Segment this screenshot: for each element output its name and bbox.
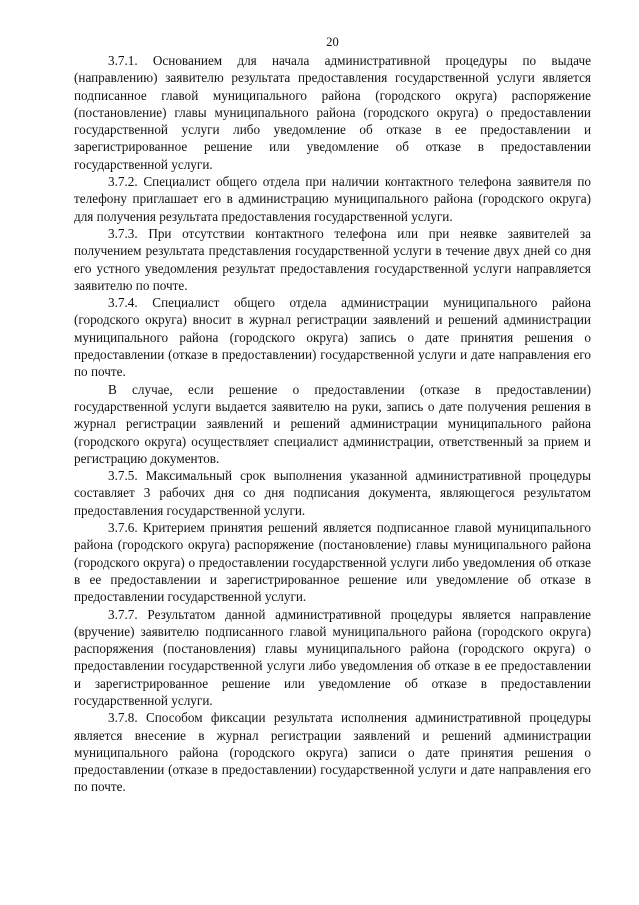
paragraph-3-7-8: 3.7.8. Способом фиксации результата исполнения административной процедуры является внесение в журнал регистрации заявлений и решений администрации муниципального района (городского округа) записи о дате принятия решения о предоставлении (отказе в предоставлении) государственной услуги и дате направления его по почте. — [74, 710, 591, 795]
paragraph-3-7-6: 3.7.6. Критерием принятия решений является подписанное главой муниципального района (городского округа) распоряжение (постановление) главы муниципального района (городского округа) о предоставлении государственной услуги либо уведомления об отказе в ее предоставлении и зарегистрированное решение или уведомление об отказе в предоставлении государственной услуги. — [74, 520, 591, 605]
paragraph-3-7-4-continued: В случае, если решение о предоставлении (отказе в предоставлении) государственной услуги выдается заявителю на руки, запись о дате получения решения в журнал регистрации заявлений и решений администрации муниципального района (городского округа) осуществляет специалист администрации, ответственный за прием и регистрацию документов. — [74, 381, 591, 466]
paragraph-3-7-5: 3.7.5. Максимальный срок выполнения указанной административной процедуры составляет 3 рабочих дня со дня подписания документа, являющегося результатом предоставления государственной услуги. — [74, 468, 591, 518]
paragraph-3-7-4: 3.7.4. Специалист общего отдела администрации муниципального района (городского округа) вносит в журнал регистрации заявлений и решений администрации муниципального района (городского округа) запись о дате принятия решения о предоставлении (отказе в предоставлении) государственной услуги и дате направления его по почте. — [74, 295, 591, 380]
paragraph-3-7-7: 3.7.7. Результатом данной административной процедуры является направление (вручение) заявителю подписанного главой муниципального района (городского округа) распоряжения (постановления) главы муниципального района (городского округа) о предоставлении государственной услуги либо уведомления об отказе в ее предоставлении и зарегистрированное решение или уведомление об отказе в предоставлении государственной услуги. — [74, 606, 591, 708]
paragraph-3-7-1: 3.7.1. Основанием для начала административной процедуры по выдаче (направлению) заявителю результата предоставления государственной услуги является подписанное главой муниципального района (городского округа) распоряжение (постановление) главы муниципального района (городского округа) о предоставлении государственной услуги либо уведомление об отказе в ее предоставлении и зарегистрированное решение или уведомление об отказе в предоставлении государственной услуги. — [74, 53, 591, 172]
paragraph-3-7-3: 3.7.3. При отсутствии контактного телефона или при неявке заявителей за получением результата представления государственной услуги в течение двух дней со дня его устного уведомления результат предоставления государственной услуги направляется заявителю по почте. — [74, 225, 591, 293]
paragraph-3-7-2: 3.7.2. Специалист общего отдела при наличии контактного телефона заявителя по телефону приглашает его в администрацию муниципального района (городского округа) для получения результата предоставления государственной услуги. — [74, 174, 591, 224]
page-number: 20 — [326, 35, 339, 49]
